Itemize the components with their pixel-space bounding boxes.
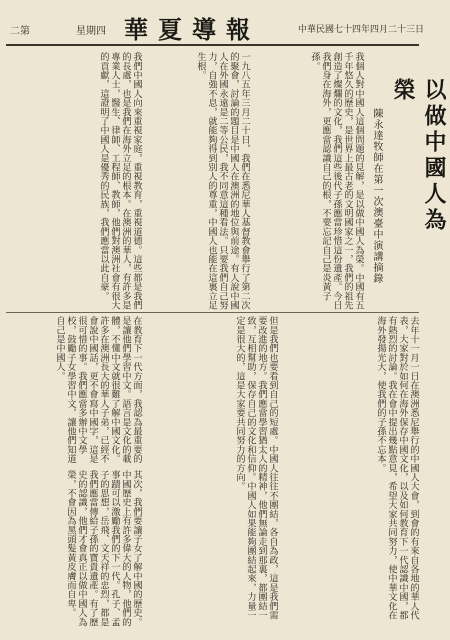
article-column: 但是我們也要看到自己的短處。中國人往往不團結，各自為政，這是我們需要改進的地方。我們應當學習猶太人的精神，他們無論走到那裏，都團結一致，互相幫助，保存自己的文化和信仰。中國人如果能夠團結起來，力量一定是很大的，這是大家要共同努力的方向。	[234, 316, 278, 620]
publication-date: 中華民國七十四年四月二十三日	[298, 25, 425, 35]
article-column: 其次，我們要讓子女了解中國的歷史。中國歷史上有許多偉大的人物，他們的事蹟可以激勵我們的下一代。孔子、孟子的思想，岳飛、文天祥的忠烈，都是我們應當傳給子孫的寶貴遺產。有了歷史的認識，他們才會真正以做中國人為榮，不會因為黑頭髮黃皮膚而自卑。	[65, 470, 142, 627]
article-column: 一九八五年三月二十日，我們在悉尼華人基督教會舉行了第二次的聚會，討論的題目是中國人在澳洲的地位與前途。有人說中國人在外國永遠是二等公民，我不同意這種看法。只要我們自己努力，自強不息，就能夠得到別人的尊重，中國人也能在這裏立足生根。	[195, 52, 250, 310]
newspaper-page	[6, 8, 447, 634]
article-column: 我們中國人向來重視家庭，重視教育，重視道德。這些都是我們的長處，也是我們在海外立足的根本。在澳洲的華人，有許多是專業人士，醫生、律師、工程師、教師，他們對澳洲社會有很大的貢獻，這證明了中國人是優秀的民族，我們應當以此自豪。	[98, 52, 142, 310]
article-column: 去年十一月一日在澳洲悉尼舉行的中國人大會，到會的有來自各地的華人代表，大家對於如何在海外保存中國文化，以及如何教育下一代認識中國，都有熱烈的討論。我在會中提出幾點意見，希望大家共同努力，使中華文化在海外發揚光大，使我們的子孫不忘本。	[375, 316, 419, 620]
article-subtitle: 陳永達牧師在第一次澳臺中演講摘錄	[371, 108, 382, 284]
weekday: 星期四	[76, 26, 106, 37]
article-column: 在教育下一代方面，我認為最重要的是讓他們學習中文。語言是文化的載體，不懂中文就很難了解中國文化。許多在澳洲長大的華人子弟，已經不會說中國話，更不會寫中國字，這是很可惜的事。我們應當多辦中文學校，鼓勵子女學習中文，讓他們知道自己是中國人。	[54, 316, 142, 464]
column-divider	[6, 312, 419, 313]
masthead: 華夏導報	[124, 15, 260, 44]
issue-number: 二第	[10, 26, 30, 37]
running-header	[6, 8, 425, 46]
article-title: 以做中國人為榮	[390, 78, 447, 234]
article-column: 我個人對中國人這個問題的見解，是以做中國人為榮。中國有五千年悠久的歷史，是世界上最古老的文明國家之一，我們的祖先創造了燦爛的文化，我們這些後代子孫應當珍惜這份遺產。今日我們身在海外，更應當認識自己的根，不要忘記自己是炎黃子孫。	[309, 52, 364, 310]
